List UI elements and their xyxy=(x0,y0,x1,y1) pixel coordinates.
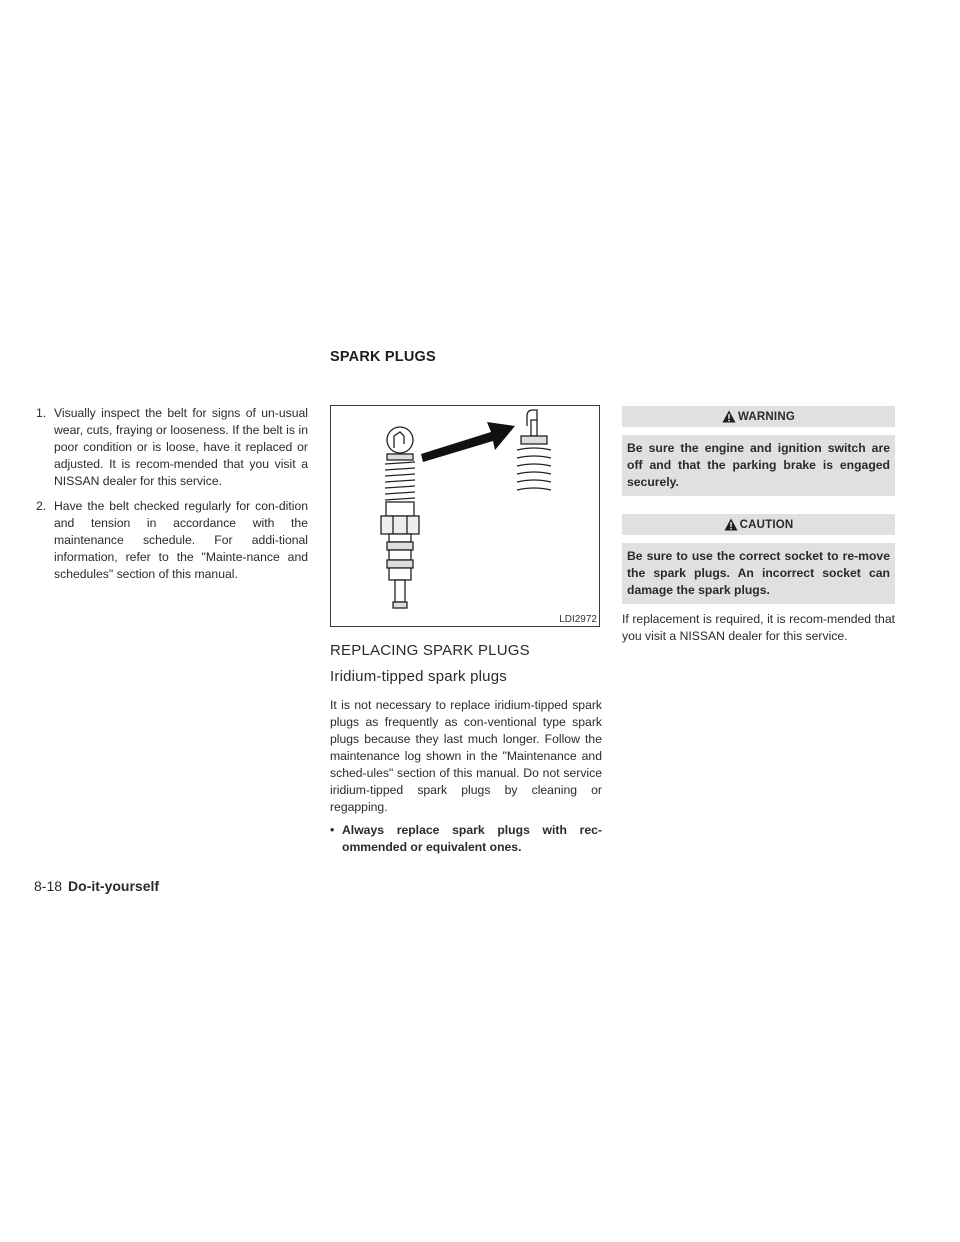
section-heading: SPARK PLUGS xyxy=(330,349,436,365)
step-number: 1. xyxy=(36,406,47,420)
enlarged-thread-lines xyxy=(517,448,551,490)
step-item xyxy=(36,405,308,490)
bullet-text: Always replace spark plugs with rec-ommended or equivalent ones. xyxy=(342,823,602,854)
step-text: Have the belt checked regularly for con-dition and tension in accordance with the maintenance schedule. For addi-tional information, refer to the "Mainte-nance and schedules" section of this manual. xyxy=(54,499,308,581)
warning-icon xyxy=(722,410,736,423)
bullet-marker: • xyxy=(330,823,335,837)
page-number: 8-18 xyxy=(34,878,63,894)
step-number: 2. xyxy=(36,499,47,513)
iridium-paragraph: It is not necessary to replace iridium-tipped spark plugs as frequently as con-ventional type spark plugs because they last much longer. Follow the maintenance log shown in the "Maintenance and sched-ules" section of this manual. Do not service iridium-tipped spark plugs by cleaning or regapping. xyxy=(330,698,602,814)
caution-text: Be sure to use the correct socket to re-move the spark plugs. An incorrect socket can damage the spark plugs. xyxy=(622,543,895,604)
bullet-item xyxy=(330,822,602,856)
subheading-iridium: Iridium-tipped spark plugs xyxy=(330,668,507,685)
subheading-replacing: REPLACING SPARK PLUGS xyxy=(330,642,530,659)
warning-header xyxy=(622,406,895,427)
middle-column xyxy=(330,405,602,856)
right-column xyxy=(622,406,895,645)
thread-lines xyxy=(385,462,415,500)
warning-text: Be sure the engine and ignition switch are off and that the parking brake is engaged securely. xyxy=(622,435,895,496)
caution-label: CAUTION xyxy=(739,518,794,531)
warning-label: WARNING xyxy=(738,410,795,423)
caution-header xyxy=(622,514,895,535)
spark-plug-figure xyxy=(330,405,600,627)
page-footer xyxy=(34,878,159,894)
chapter-title: Do-it-yourself xyxy=(68,878,160,894)
step-text: Visually inspect the belt for signs of un-usual wear, cuts, fraying or looseness. If the belt is in poor condition or is loose, have it replaced or adjusted. It is recom-mended that you visit a NISSAN dealer for this service. xyxy=(54,406,308,488)
figure-id: LDI2972 xyxy=(559,614,597,625)
arrow-icon xyxy=(421,422,515,462)
step-item xyxy=(36,498,308,583)
left-column xyxy=(36,405,308,591)
spark-plug-illustration xyxy=(331,406,599,626)
caution-icon xyxy=(724,518,738,531)
replacement-note: If replacement is required, it is recom-mended that you visit a NISSAN dealer for this service. xyxy=(622,612,895,643)
